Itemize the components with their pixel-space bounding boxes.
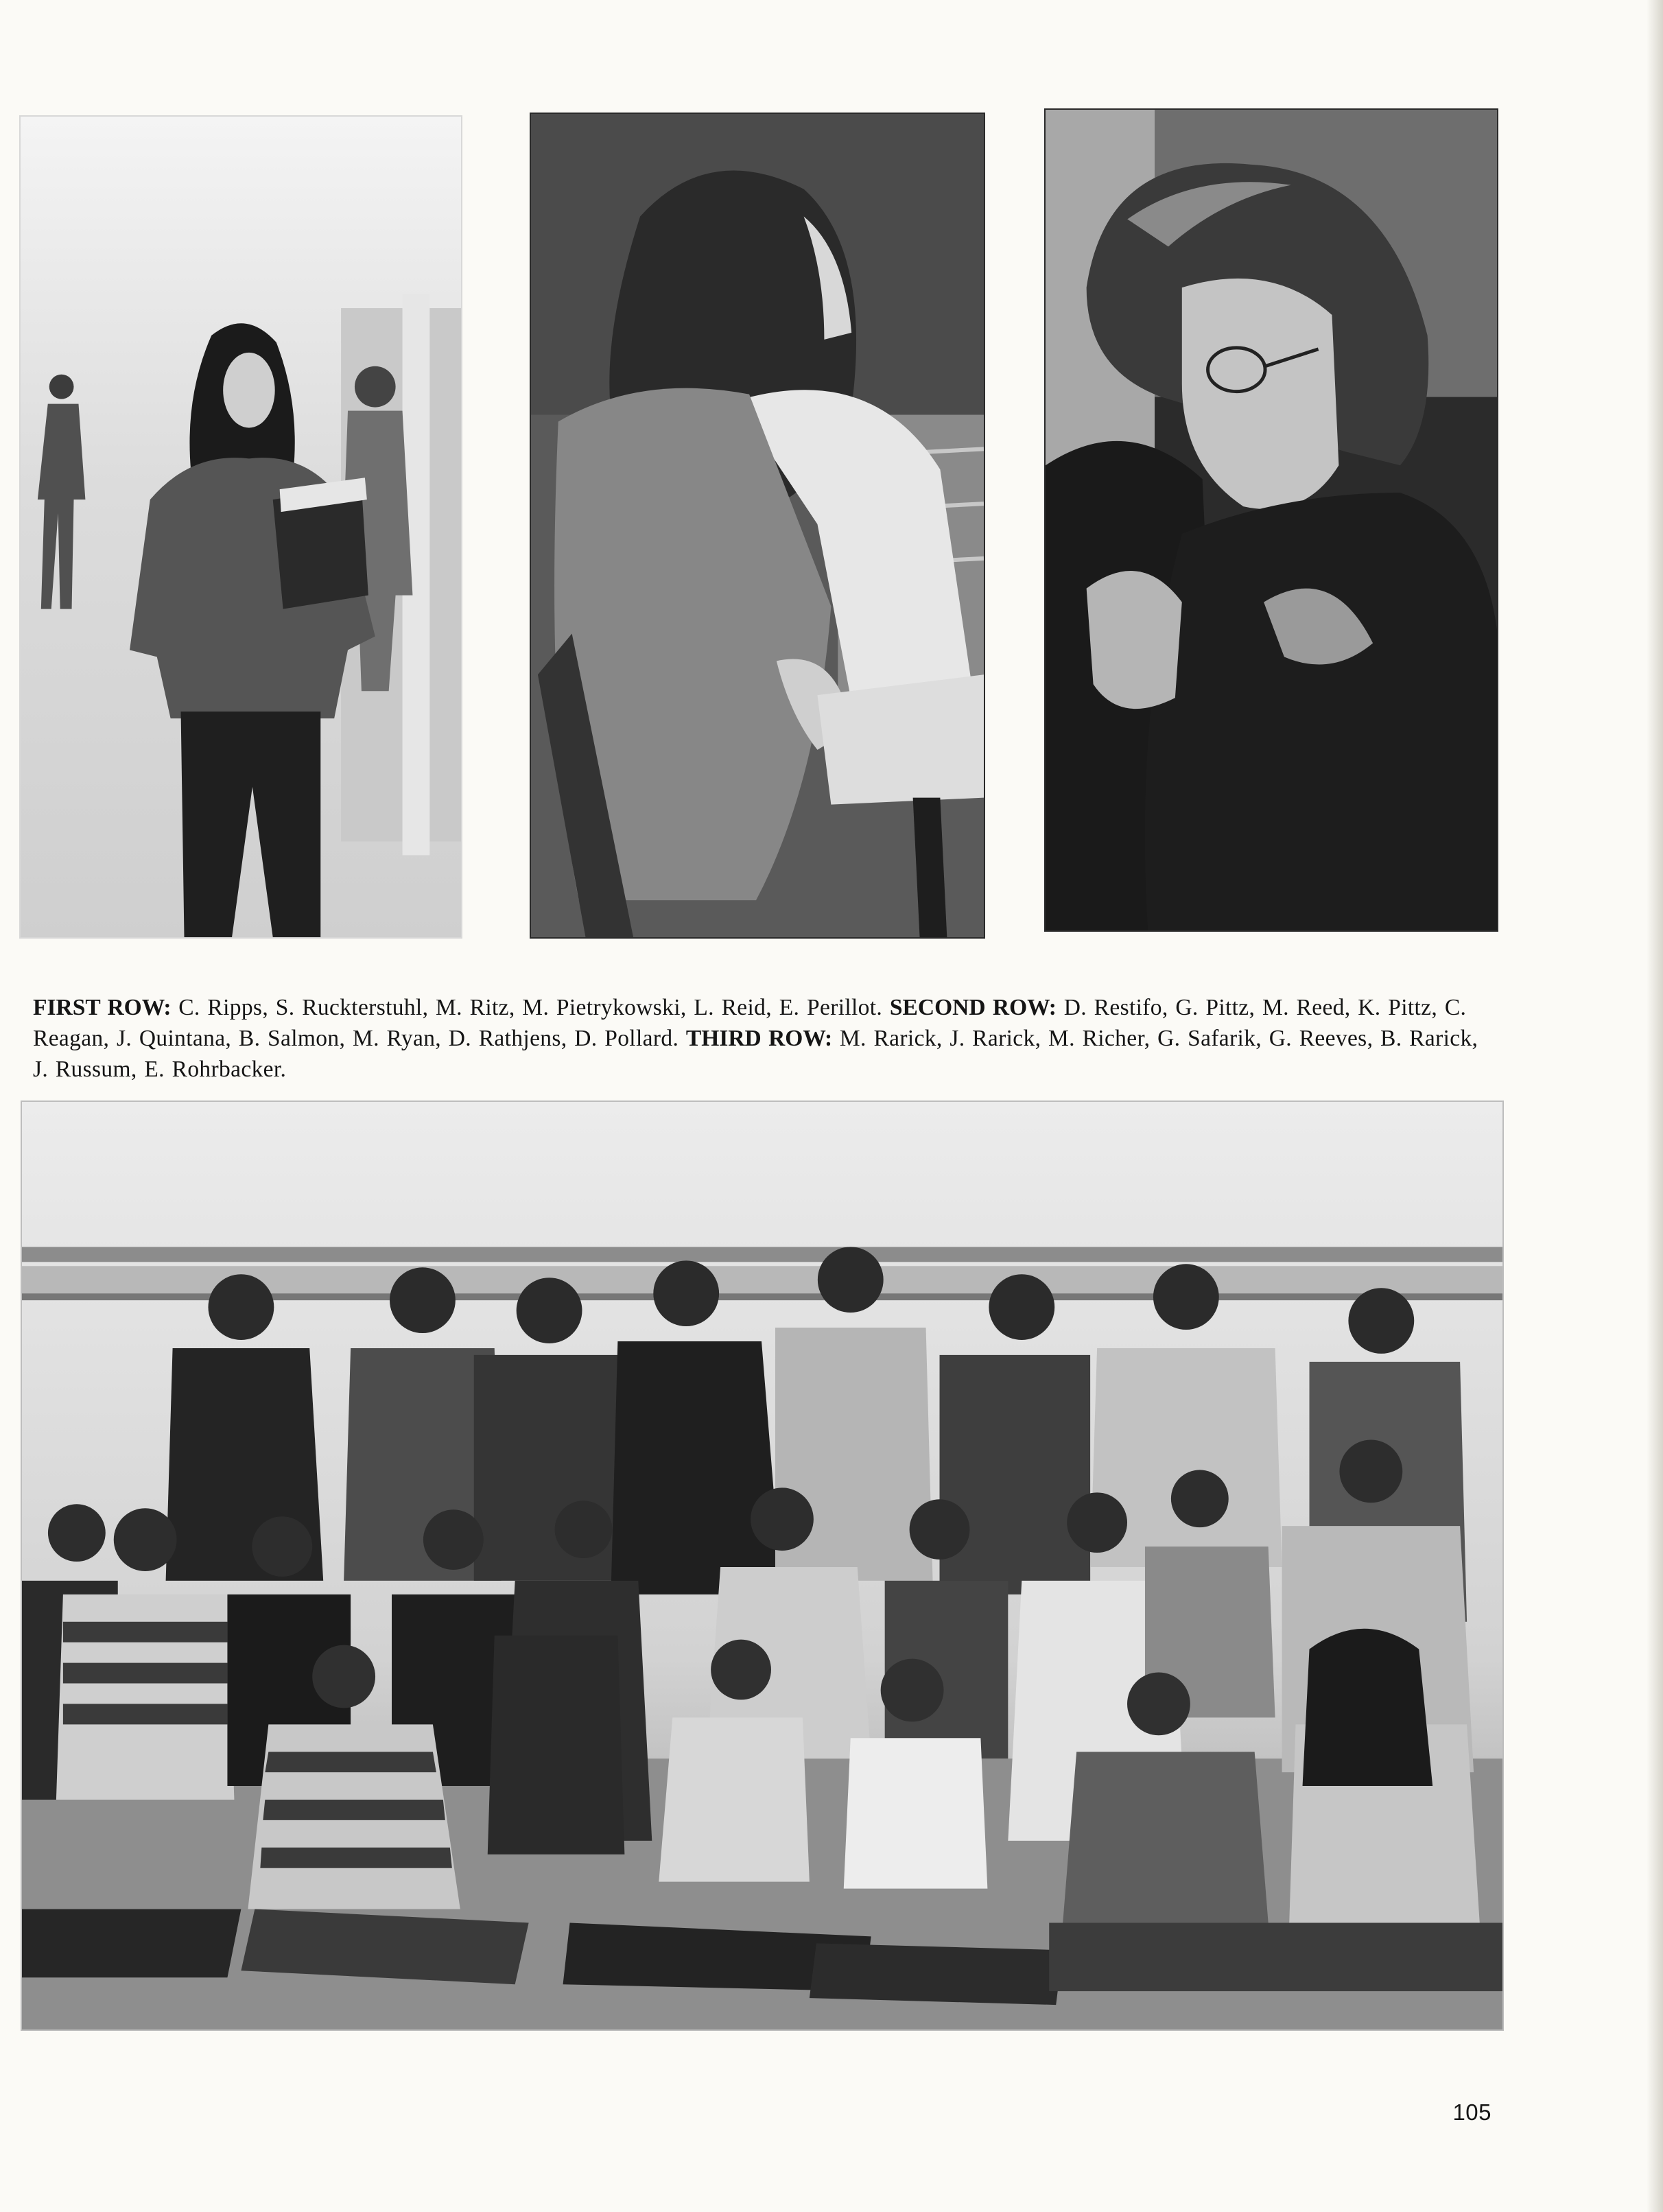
- boy-with-glasses-photo: [1044, 108, 1498, 932]
- group-caption: [33, 992, 1487, 1085]
- group-photo: [21, 1101, 1504, 2031]
- first-row-names: C. Ripps, S. Ruckterstuhl, M. Ritz, M. Pietrykowski, L. Reid, E. Perillot.: [178, 995, 883, 1020]
- second-row-label: SECOND ROW:: [889, 995, 1057, 1020]
- page-edge-shadow: [1647, 0, 1663, 2212]
- third-row-label: THIRD ROW:: [685, 1026, 833, 1051]
- hallway-student-photo: [19, 115, 462, 939]
- first-row-label: FIRST ROW:: [33, 995, 172, 1020]
- third-row-names: M. Rarick, J. Rarick, M. Richer, G. Safarik, G. Reeves, B. Rarick, J. Russum, E. Rohrbacker.: [33, 1026, 1478, 1082]
- second-row-names: D. Restifo, G. Pittz, M. Reed, K. Pittz, C. Reagan, J. Quintana, B. Salmon, M. Ryan, D. Rathjens, D. Pollard.: [33, 995, 1467, 1051]
- girl-at-desk-photo: [530, 113, 985, 939]
- page-number: 105: [1452, 2099, 1491, 2125]
